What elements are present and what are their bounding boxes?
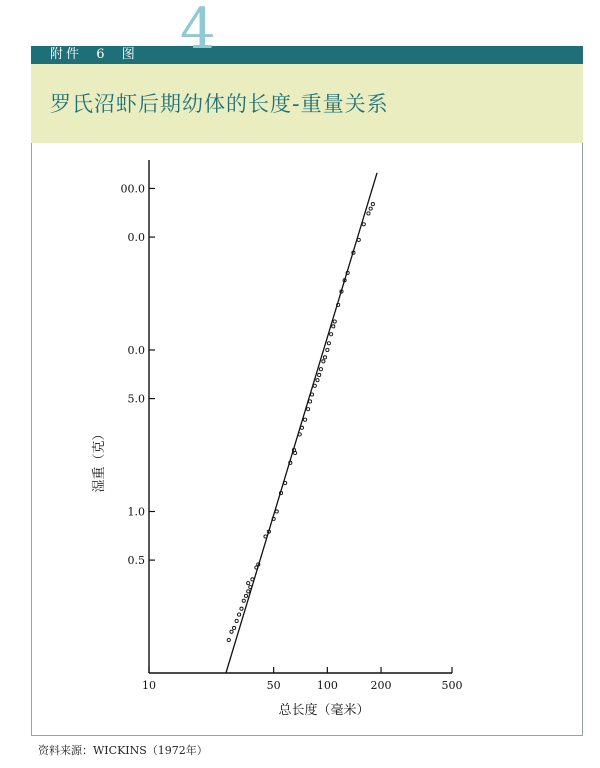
y-tick-label: 00.0 xyxy=(120,182,145,196)
data-point xyxy=(327,342,330,345)
y-axis-title: 湿重（克） xyxy=(92,427,107,493)
data-point xyxy=(251,578,254,581)
data-point xyxy=(300,426,303,429)
fit-line-group xyxy=(226,173,377,673)
fit-line xyxy=(226,173,377,673)
data-point xyxy=(371,202,374,205)
data-point xyxy=(242,599,245,602)
data-point xyxy=(316,379,319,382)
x-tick-label: 100 xyxy=(316,679,338,692)
y-ticks xyxy=(121,182,156,567)
data-point xyxy=(303,418,306,421)
y-tick-label: 0.5 xyxy=(127,554,145,568)
y-tick-label: 1.0 xyxy=(127,505,145,519)
data-point xyxy=(306,408,309,411)
data-point xyxy=(227,638,230,641)
x-axis-title: 总长度（毫米） xyxy=(278,703,370,718)
data-point xyxy=(247,590,250,593)
data-point xyxy=(232,626,235,629)
data-point xyxy=(333,320,336,323)
x-tick-label: 200 xyxy=(370,679,392,692)
data-point xyxy=(323,356,326,359)
data-point xyxy=(332,325,335,328)
data-point xyxy=(369,207,372,210)
data-point xyxy=(230,630,233,633)
data-point xyxy=(322,360,325,363)
data-point xyxy=(240,607,243,610)
y-tick-label: 0.0 xyxy=(127,343,145,357)
data-point xyxy=(326,348,329,351)
figure-title: 罗氏沼虾后期幼体的长度-重量关系 xyxy=(50,92,389,116)
data-point xyxy=(247,582,250,585)
source-note: 资料来源：WICKINS（1972年） xyxy=(38,744,208,757)
data-point xyxy=(235,619,238,622)
data-point xyxy=(237,613,240,616)
data-point xyxy=(313,384,316,387)
y-tick-label: 5.0 xyxy=(127,392,145,406)
data-point xyxy=(275,510,278,513)
data-point xyxy=(308,400,311,403)
y-tick-label: 0.0 xyxy=(127,231,145,245)
data-point xyxy=(284,481,287,484)
x-tick-label: 50 xyxy=(266,679,281,692)
data-point xyxy=(357,238,360,241)
data-point xyxy=(244,594,247,597)
data-point xyxy=(310,393,313,396)
data-point xyxy=(294,451,297,454)
data-point xyxy=(330,333,333,336)
chart-axes xyxy=(149,160,452,673)
data-point xyxy=(318,373,321,376)
data-point xyxy=(319,368,322,371)
data-points xyxy=(227,202,374,641)
x-tick-label: 10 xyxy=(142,679,156,692)
data-point xyxy=(367,212,370,215)
x-tick-label: 500 xyxy=(441,679,463,692)
appendix-label: 附件 6 图 xyxy=(50,47,138,62)
figure-number: 4 xyxy=(180,0,216,62)
x-ticks xyxy=(142,667,463,692)
data-point xyxy=(362,223,365,226)
